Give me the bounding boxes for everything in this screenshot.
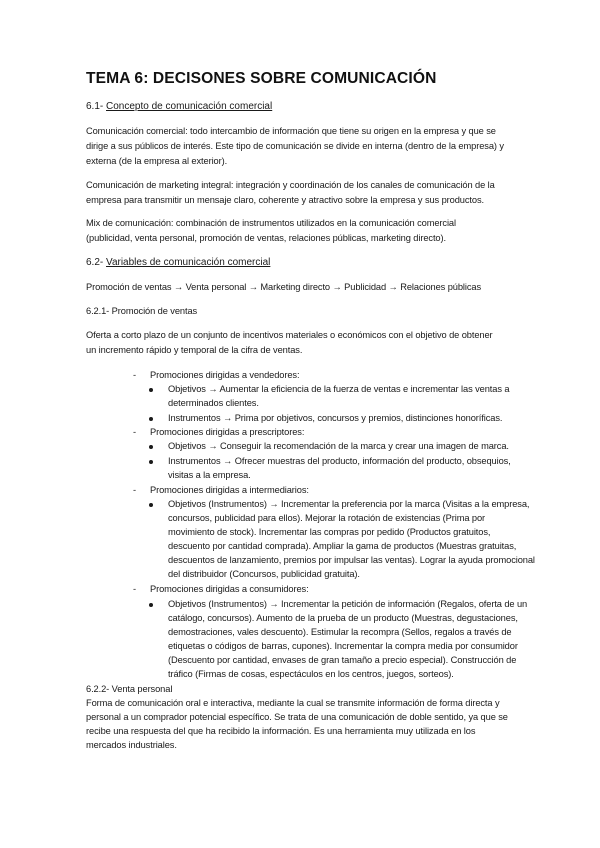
page-title: TEMA 6: DECISONES SOBRE COMUNICACIÓN bbox=[86, 70, 437, 87]
group-heading: Promociones dirigidas a vendedores: bbox=[150, 370, 300, 380]
list-item-line: demostraciones, vales descuento). Estimular la recompra (Sellos, regalos a través de bbox=[168, 627, 512, 637]
list-dash: - bbox=[133, 370, 137, 380]
list-item-line: Objetivos → Aumentar la eficiencia de la fuerza de ventas e incrementar las ventas a bbox=[168, 384, 510, 394]
list-item-line: Instrumentos → Prima por objetivos, concursos y premios, distinciones honoríficas. bbox=[168, 413, 503, 423]
paragraph-line: Comunicación de marketing integral: integración y coordinación de los canales de comunicación de la bbox=[86, 180, 495, 190]
list-item-line: etiquetas o códigos de barras, cupones). Incrementar la compra media por consumidor bbox=[168, 641, 518, 651]
list-dash: - bbox=[133, 427, 137, 437]
section-heading-6-1 bbox=[86, 101, 272, 112]
list-dash: - bbox=[133, 485, 137, 495]
list-item-line: del distribuidor (Concursos, publicidad gratuita). bbox=[168, 569, 360, 579]
paragraph-line: empresa para transmitir un mensaje claro, coherente y atractivo sobre la empresa y sus productos. bbox=[86, 195, 485, 205]
bullet-icon bbox=[149, 388, 153, 392]
section-title: Concepto de comunicación comercial bbox=[106, 101, 273, 112]
paragraph-line: (publicidad, venta personal, promoción de ventas, relaciones públicas, marketing directo). bbox=[86, 233, 446, 243]
list-item-line: Objetivos → Conseguir la recomendación de la marca y crear una imagen de marca. bbox=[168, 441, 509, 451]
section-number: 6.2- bbox=[86, 257, 104, 268]
list-item-line: movimiento de stock). Incrementar las compras por pedido (Productos gratuitos, bbox=[168, 527, 491, 537]
paragraph-line: externa (de la empresa al exterior). bbox=[86, 156, 228, 166]
list-item-line: visitas a la empresa. bbox=[168, 470, 251, 480]
paragraph-line: dirige a sus públicos de interés. Este tipo de comunicación se divide en interna (dentro de la empresa) y bbox=[86, 141, 504, 151]
paragraph-line: mercados industriales. bbox=[86, 740, 177, 750]
paragraph-line: Comunicación comercial: todo intercambio de información que tiene su origen en la empresa y que se bbox=[86, 126, 496, 136]
group-heading: Promociones dirigidas a intermediarios: bbox=[150, 485, 309, 495]
section-number: 6.1- bbox=[86, 101, 104, 112]
list-item-line: determinados clientes. bbox=[168, 398, 259, 408]
list-item-line: Instrumentos → Ofrecer muestras del producto, información del producto, obsequios, bbox=[168, 456, 511, 466]
list-item-line: (Descuento por cantidad, envases de gran tamaño a precio especial). Construcción de bbox=[168, 655, 517, 665]
bullet-icon bbox=[149, 445, 153, 449]
list-item-line: descuento por cantidad comprada). Ampliar la gama de productos (Muestras gratuitas, bbox=[168, 541, 517, 551]
group-heading: Promociones dirigidas a consumidores: bbox=[150, 584, 309, 594]
paragraph-line: Oferta a corto plazo de un conjunto de incentivos materiales o económicos con el objetivo de obtener bbox=[86, 330, 493, 340]
list-item-line: catálogo, concursos). Aumento de la prueba de un producto (Muestras, degustaciones, bbox=[168, 613, 518, 623]
variables-sequence: Promoción de ventas → Venta personal → Marketing directo → Publicidad → Relaciones públicas bbox=[86, 282, 482, 292]
paragraph-line: Forma de comunicación oral e interactiva, mediante la cual se transmite información de forma directa y bbox=[86, 698, 500, 708]
paragraph-line: Mix de comunicación: combinación de instrumentos utilizados en la comunicación comercial bbox=[86, 218, 456, 228]
subsection-heading-6-2-2: 6.2.2- Venta personal bbox=[86, 684, 173, 694]
list-item-line: Objetivos (Instrumentos) → Incrementar la petición de información (Regalos, oferta de un bbox=[168, 599, 528, 609]
list-item-line: concursos, publicidad para ellos). Mejorar la rotación de existencias (Prima por bbox=[168, 513, 486, 523]
bullet-icon bbox=[149, 460, 153, 464]
paragraph-line: recibe una respuesta del que ha recibido la información. Es una herramienta muy utilizada en los bbox=[86, 726, 476, 736]
bullet-icon bbox=[149, 503, 153, 507]
group-heading: Promociones dirigidas a prescriptores: bbox=[150, 427, 305, 437]
section-title: Variables de comunicación comercial bbox=[106, 257, 271, 268]
list-item-line: tráfico (Firmas de cosas, espectáculos en los centros, juegos, sorteos). bbox=[168, 669, 454, 679]
list-item-line: Objetivos (Instrumentos) → Incrementar la preferencia por la marca (Visitas a la empresa, bbox=[168, 499, 530, 509]
list-item-line: descuentos de lanzamiento, premios por impulsar las ventas). Lograr la ayuda promocional bbox=[168, 555, 535, 565]
subsection-heading-6-2-1: 6.2.1- Promoción de ventas bbox=[86, 306, 198, 316]
bullet-icon bbox=[149, 603, 153, 607]
section-heading-6-2 bbox=[86, 257, 270, 268]
paragraph-line: personal a un comprador potencial específico. Se trata de una comunicación de doble sentido, ya que se bbox=[86, 712, 508, 722]
list-dash: - bbox=[133, 584, 137, 594]
paragraph-line: un incremento rápido y temporal de la cifra de ventas. bbox=[86, 345, 303, 355]
bullet-icon bbox=[149, 417, 153, 421]
